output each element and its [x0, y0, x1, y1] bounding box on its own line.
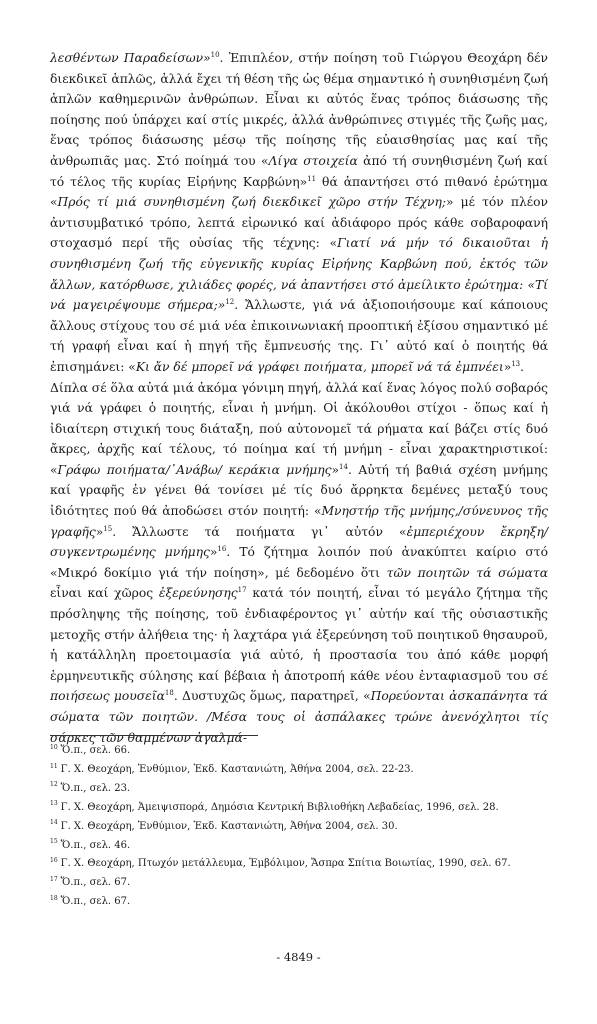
text-run: . Ἄλλωστε τά ποιήματα γι᾽ αὐτόν «	[112, 524, 407, 539]
footnote	[50, 799, 548, 818]
footnote	[50, 818, 548, 837]
footnotes	[50, 742, 548, 912]
italic-quote: Πρός τί μιά συνηθισμένη ζωή διεκδικεῖ χῶρο στήν Τέχνη;	[57, 195, 447, 210]
footnote-text: Ὅ.π., σελ. 67.	[60, 896, 131, 908]
footnote-ref[interactable]: 10	[210, 50, 220, 59]
footnote-number: 10	[50, 743, 58, 751]
footnote-number: 12	[50, 781, 58, 789]
footnote-text: Γ. Χ. Θεοχάρη, Πτωχόν μετάλλευμα, Ἐμβόλιμον, Ἄσπρα Σπίτια Βοιωτίας, 1990, σελ. 67.	[60, 858, 511, 870]
footnote-text: Ὅ.π., σελ. 23.	[60, 782, 131, 794]
footnote	[50, 742, 548, 761]
footnote	[50, 761, 548, 780]
footnote	[50, 780, 548, 799]
footnote-number: 13	[50, 800, 58, 808]
footnote-text: Γ. Χ. Θεοχάρη, Ἀμειψισπορά, Δημόσια Κεντρική Βιβλιοθήκη Λεβαδείας, 1996, σελ. 28.	[60, 801, 499, 813]
text-run: εἶναι καί χῶρος	[50, 586, 159, 601]
text-run: θά ἀπαντήσει στό πιθανό ἐρώτημα «	[50, 174, 548, 210]
footnote-text: Ὅ.π., σελ. 67.	[60, 877, 131, 889]
text-run: »	[331, 462, 340, 477]
footnote-number: 11	[50, 762, 58, 770]
footnote-text: Ὅ.π., σελ. 66.	[60, 745, 131, 756]
text-run: ἀπό τή συνηθισμένη ζωή καί τό τέλος τῆς κυρίας Εἰρήνης Καρβώνη»	[50, 153, 548, 189]
italic-quote: Μνηστήρ τῆς μνήμης,/σύνευνος τῆς γραφῆς	[50, 504, 548, 539]
footnote-ref[interactable]: 14	[339, 462, 348, 471]
italic-quote: ποιήσεως μουσεῖα	[50, 689, 165, 704]
footnote-number: 18	[50, 894, 58, 902]
italic-quote: τῶν ποιητῶν τά σώματα	[386, 565, 548, 580]
footnote	[50, 855, 548, 874]
footnote	[50, 837, 548, 856]
italic-quote: Πορεύονται ἀσκαπάνητα τά σώματα τῶν ποιητῶν. /Μέσα τους οἱ ἀσπάλακες τρώνε ἀνενόχλητοι τίς σάρκες τῶν θαμμένων ἀγαλμά-	[50, 689, 548, 745]
footnote-ref[interactable]: 18	[164, 689, 174, 698]
text-run: »	[209, 545, 218, 560]
footnote-number: 15	[50, 838, 58, 846]
italic-quote: λεσθέντων Παραδείσων»	[50, 51, 211, 65]
footnote-text: Γ. Χ. Θεοχάρη, Ἐνθύμιον, Ἐκδ. Καστανιώτη, Ἀθήνα 2004, σελ. 30.	[60, 820, 398, 832]
footnote-ref[interactable]: 12	[225, 298, 235, 307]
footnote-ref[interactable]: 17	[237, 586, 247, 595]
italic-quote: ἐξερεύνησης	[158, 586, 238, 601]
italic-quote: Γράφω ποιήματα/᾽Ανάβω/ κεράκια μνήμης	[57, 462, 332, 477]
text-run: » μέ τόν πλέον ἀντισυμβατικό τρόπο, λεπτά εἰρωνικό καί ἀδιάφορο πρός κάθε σοβαροφανή στοχασμό περί τῆς οὐσίας τῆς τέχνης: «	[50, 195, 548, 251]
footnote	[50, 874, 548, 893]
footnote-ref[interactable]: 13	[511, 359, 521, 368]
footnote-text: Γ. Χ. Θεοχάρη, Ἐνθύμιον, Ἐκδ. Καστανιώτη, Ἀθήνα 2004, σελ. 22-23.	[60, 763, 414, 775]
text-run: κατά τόν ποιητή, εἶναι τό μεγάλο ζήτημα τῆς πρόσληψης τῆς ποίησης, τοῦ ἐνδιαφέροντος γι᾽ αὐτήν καί τῆς οὐσιαστικῆς μετοχῆς στήν ἀλήθεια της· ἡ λαχτάρα γιά ἐξερεύνηση τοῦ ποιητικοῦ θησαυροῦ, ἡ κατάλληλη προετοιμασία γιά αὐτό, ἡ προστασία του ἀπό κάθε μορφή ἑρμηνευτικῆς σύλησης καί βέβαια ἡ ἀποτροπή κάθε νέου ἐνταφιασμοῦ του σέ	[50, 586, 548, 683]
footnote-separator	[50, 735, 258, 736]
footnote-ref[interactable]: 16	[217, 545, 227, 554]
footnote-ref[interactable]: 11	[307, 174, 317, 183]
text-run: .	[520, 359, 525, 374]
paragraph	[50, 48, 548, 378]
text-run: Δίπλα σέ ὅλα αὐτά μιά ἀκόμα γόνιμη πηγή, ἀλλά καί ἕνας λόγος πολύ σοβαρός γιά νά γράφει ὁ ποιητής, εἶναι ἡ μνήμη. Οἱ ἀκόλουθοι στίχοι - ὅπως καί ἡ ἰδιαίτερη στιχική τους διάταξη, πού αὐτονομεῖ τά ρήματα καί βάζει στίς δυό ἄκρες, ἀρχῆς καί τέλους, τό ποίημα καί τή μνήμη - εἶναι χαρακτηριστικοί: «	[50, 380, 548, 477]
footnote	[50, 893, 548, 912]
text-run: . Ἐπιπλέον, στήν ποίηση τοῦ Γιώργου Θεοχάρη δέν διεκδικεῖ ἁπλῶς, ἀλλά ἔχει τή θέση τῆς ὡς θέμα σημαντικό ἡ συνηθισμένη ζωή ἁπλῶν καθημερινῶν ἀνθρώπων. Εἶναι κι αὐτός ἕνας τρόπος διάσωσης τῆς ποίησης πού ὑπάρχει καί στίς μικρές, ἀλλά ἀνθρώπινες στιγμές τῆς ζωῆς μας, ἕνας τρόπος διάσωσης μέσῳ τῆς ποίησης τῆς εὐαισθησίας μας καί τῆς ἀνθρωπιᾶς μας. Στό ποίημά του «	[50, 51, 548, 168]
paragraph	[50, 378, 548, 749]
footnote-number: 14	[50, 819, 58, 827]
footnote-text: Ὅ.π., σελ. 46.	[60, 839, 131, 851]
text-run: . Αὐτή τή βαθιά σχέση μνήμης καί γραφῆς ἐν γένει θά τονίσει μέ τίς δυό ἄρρηκτα δεμένες μεταξύ τους ἰδιότητες πού θά ἀποδώσει στόν ποιητή: «	[50, 462, 548, 519]
italic-quote: Κι ἄν δέ μπορεῖ νά γράφει ποιήματα, μπορεῖ νά τά ἐμπνέει	[135, 359, 504, 374]
main-text	[50, 48, 548, 748]
text-run: »	[503, 359, 512, 374]
italic-quote: Γιατί νά μήν τό δικαιοῦται ἡ συνηθισμένη ζωή τῆς εὐγενικῆς κυρίας Εἰρήνης Καρβώνη πού, ἐκτός τῶν ἄλλων, κατόρθωσε, χιλιάδες φορές, νά ἀπαντήσει στό ἀμείλικτο ἐρώτημα: «Τί νά μαγειρέψουμε σήμερα;»	[50, 236, 548, 313]
page-number: - 4849 -	[276, 950, 321, 964]
text-run: »	[95, 524, 104, 539]
text-run: . Τό ζήτημα λοιπόν πού ἀνακύπτει καίριο στό «Μικρό δοκίμιο γιά τήν ποίηση», μέ δεδομένο ὅτι	[50, 545, 548, 580]
italic-quote: ἐμπεριέχουν ἔκρηξη/συγκεντρωμένης μνήμης	[50, 524, 548, 560]
footnote-number: 16	[50, 857, 58, 865]
footnote-number: 17	[50, 876, 58, 884]
italic-quote: Λίγα στοιχεία	[268, 153, 358, 168]
footnote-ref[interactable]: 15	[103, 524, 113, 533]
text-run: . Δυστυχῶς ὅμως, παρατηρεῖ, «	[173, 689, 371, 704]
text-run: . Ἄλλωστε, γιά νά ἀξιοποιήσουμε καί κάποιους ἄλλους στίχους του σέ μιά νέα ἐπικοινωνιακή προοπτική ἐξίσου σημαντικό μέ τή γραφή εἶναι καί ἡ πηγή τῆς ἔμπνευσής της. Γι᾽ αὐτό καί ὁ ποιητής θά ἐπισημάνει: «	[50, 298, 549, 374]
